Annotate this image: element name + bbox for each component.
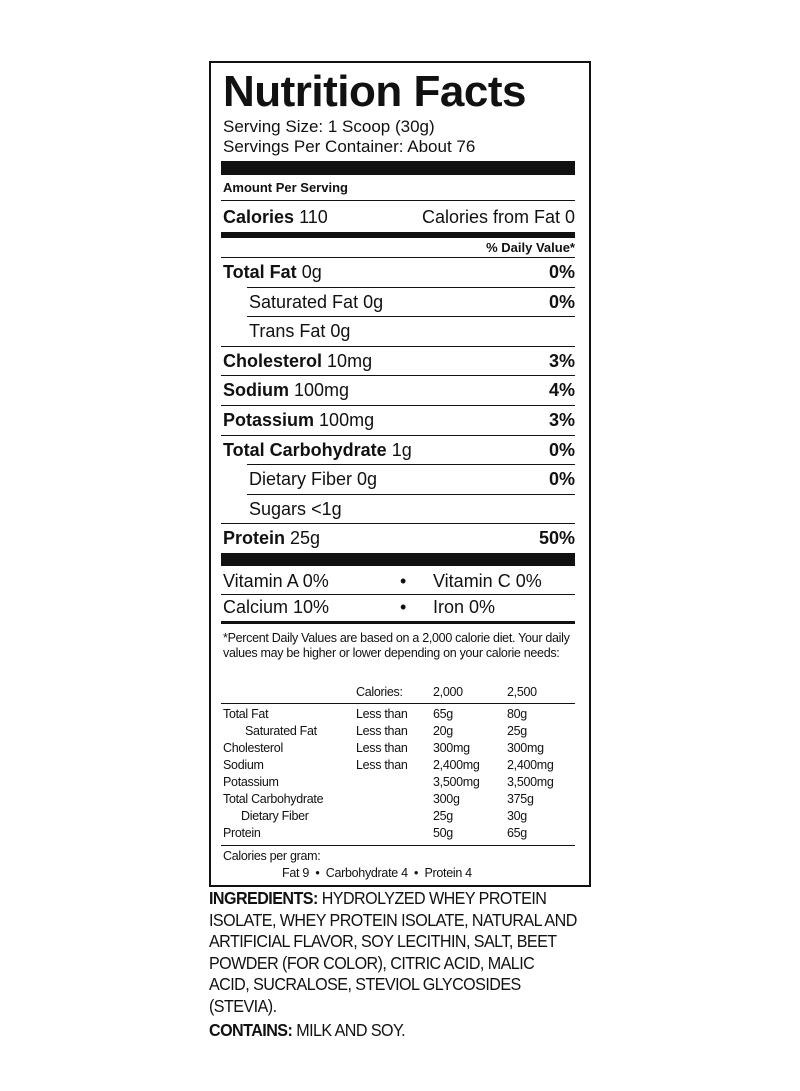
nutrient-amount: 25g: [290, 528, 321, 549]
dv-row-2500: 375g: [507, 792, 534, 806]
nutrient-amount: 0g: [357, 469, 378, 490]
dv-row-name: Dietary Fiber: [241, 809, 309, 823]
divider: [221, 621, 575, 624]
nutrient-label: [223, 347, 372, 375]
dv-row-2500: 80g: [507, 707, 527, 721]
servings-per-container: Servings Per Container: About 76: [223, 137, 476, 156]
nutrient-row: [221, 436, 575, 464]
ingredients-label: INGREDIENTS:: [209, 888, 318, 908]
calcium: Calcium 10%: [223, 597, 330, 617]
nutrient-daily-value: 3%: [548, 350, 575, 371]
calories-row: [221, 203, 575, 231]
nutrient-row: [221, 495, 575, 523]
dv-row-2000: 65g: [433, 707, 453, 721]
nutrient-name: Protein: [223, 528, 286, 549]
dv-row-name: Saturated Fat: [245, 724, 317, 738]
nutrient-daily-value: 0%: [548, 469, 575, 490]
nutrient-row: [221, 317, 575, 345]
medium-divider: [221, 232, 575, 238]
dv-row-2000: 3,500mg: [433, 775, 480, 789]
nutrient-amount: 100mg: [294, 380, 350, 401]
nutrient-daily-value: 0%: [548, 291, 575, 312]
dv-row-2000: 25g: [433, 809, 453, 823]
nutrient-row: [221, 347, 575, 375]
nutrient-label: [249, 317, 350, 345]
nutrient-name: Dietary Fiber: [249, 469, 353, 490]
calories-label-text: Calories: [223, 207, 295, 227]
calories-per-gram-label: Calories per gram:: [223, 849, 321, 863]
vitamin-a: Vitamin A 0%: [223, 571, 329, 591]
nutrient-name: Total Fat: [223, 262, 297, 282]
dv-row-2500: 65g: [507, 826, 527, 840]
nutrient-daily-value: 0%: [548, 439, 575, 460]
dv-row-2000: 2,400mg: [433, 758, 480, 772]
vitamin-c: Vitamin C 0%: [433, 571, 542, 591]
calories-per-gram-values: Fat 9 • Carbohydrate 4 • Protein 4: [282, 866, 472, 880]
dv-row-qualifier: Less than: [356, 758, 408, 772]
ingredients-list: HYDROLYZED WHEY PROTEIN ISOLATE, WHEY PROTEIN ISOLATE, NATURAL AND ARTIFICIAL FLAVOR, SOY LECITHIN, SALT, BEET POWDER (FOR COLOR), CITRIC ACID, MALIC ACID, SUCRALOSE, STEVIOL GLYCOSIDES (STEVIA).: [209, 888, 577, 1016]
nutrient-name: Sugars: [249, 498, 307, 519]
nutrient-amount: 100mg: [319, 410, 375, 430]
nutrient-label: [223, 436, 412, 464]
amount-per-serving: Amount Per Serving: [223, 180, 348, 195]
dv-row-2000: 300g: [433, 792, 460, 806]
footnote: *Percent Daily Values are based on a 2,000 calorie diet. Your daily values may be higher or lower depending on your calorie needs:: [223, 631, 570, 660]
nutrient-label: [249, 465, 377, 493]
nutrient-amount: <1g: [311, 498, 342, 519]
nutrient-amount: 0g: [301, 262, 322, 282]
dv-row-name: Protein: [223, 826, 261, 840]
nutrient-row: [221, 288, 575, 316]
nutrient-label: [223, 258, 322, 286]
dv-row-2000: 20g: [433, 724, 453, 738]
nutrient-amount: 0g: [363, 291, 384, 312]
nutrient-label: [223, 406, 374, 434]
dv-row-name: Total Fat: [223, 707, 269, 721]
nutrient-label: [223, 524, 320, 552]
nutrient-row: [221, 376, 575, 404]
dv-row-qualifier: Less than: [356, 741, 408, 755]
nutrition-facts-panel: [209, 61, 591, 887]
dv-row-2500: 30g: [507, 809, 527, 823]
nutrient-label: [249, 495, 342, 523]
ingredients-text: [209, 888, 577, 1017]
calories-from-fat: Calories from Fat 0: [421, 207, 575, 227]
dv-row-2000: 300mg: [433, 741, 470, 755]
nutrient-daily-value: 50%: [538, 528, 575, 549]
nutrient-daily-value: 0%: [548, 262, 575, 282]
nutrient-row: [221, 258, 575, 286]
serving-size: Serving Size: 1 Scoop (30g): [223, 117, 435, 136]
nutrient-name: Trans Fat: [249, 321, 326, 342]
dv-table-header-2000: 2,000: [433, 685, 463, 699]
nutrient-label: [223, 376, 349, 404]
nutrient-amount: 1g: [391, 439, 412, 460]
iron: Iron 0%: [433, 597, 496, 617]
dv-row-qualifier: Less than: [356, 724, 408, 738]
daily-value-header: % Daily Value*: [486, 240, 575, 255]
dv-row-name: Total Carbohydrate: [223, 792, 324, 806]
ingredients-section: [209, 888, 577, 1042]
dv-row-2500: 25g: [507, 724, 527, 738]
dv-row-name: Potassium: [223, 775, 279, 789]
dv-row-2500: 300mg: [507, 741, 544, 755]
divider: [221, 200, 575, 201]
nutrient-name: Total Carbohydrate: [223, 439, 387, 460]
dv-row-2000: 50g: [433, 826, 453, 840]
nutrient-row: [221, 524, 575, 552]
contains-label: CONTAINS:: [209, 1020, 293, 1040]
dv-row-name: Sodium: [223, 758, 264, 772]
dv-row-2500: 2,400mg: [507, 758, 554, 772]
bullet: •: [400, 571, 407, 591]
dv-row-2500: 3,500mg: [507, 775, 554, 789]
nutrient-name: Cholesterol: [223, 350, 323, 371]
nutrient-name: Saturated Fat: [249, 291, 359, 312]
calories-value: 110: [299, 207, 328, 227]
thick-divider: [221, 161, 575, 175]
nutrient-daily-value: 4%: [548, 380, 575, 401]
nutrient-row: [221, 465, 575, 493]
dv-table-header-2500: 2,500: [507, 685, 537, 699]
nutrient-label: [249, 288, 383, 316]
divider: [221, 845, 575, 846]
contains-list: MILK AND SOY.: [292, 1020, 406, 1040]
bullet: •: [400, 597, 407, 617]
nutrient-name: Potassium: [223, 410, 315, 430]
nutrient-row: [221, 406, 575, 434]
calories-label: [223, 203, 328, 231]
thick-divider: [221, 553, 575, 566]
nutrient-daily-value: 3%: [548, 410, 575, 430]
dv-row-qualifier: Less than: [356, 707, 408, 721]
dv-table-header-label: Calories:: [356, 685, 403, 699]
contains-text: [209, 1020, 577, 1042]
divider: [221, 703, 575, 704]
panel-title: Nutrition Facts: [223, 67, 526, 116]
dv-row-name: Cholesterol: [223, 741, 283, 755]
nutrient-amount: 10mg: [327, 350, 373, 371]
nutrient-name: Sodium: [223, 380, 289, 401]
nutrient-amount: 0g: [330, 321, 351, 342]
